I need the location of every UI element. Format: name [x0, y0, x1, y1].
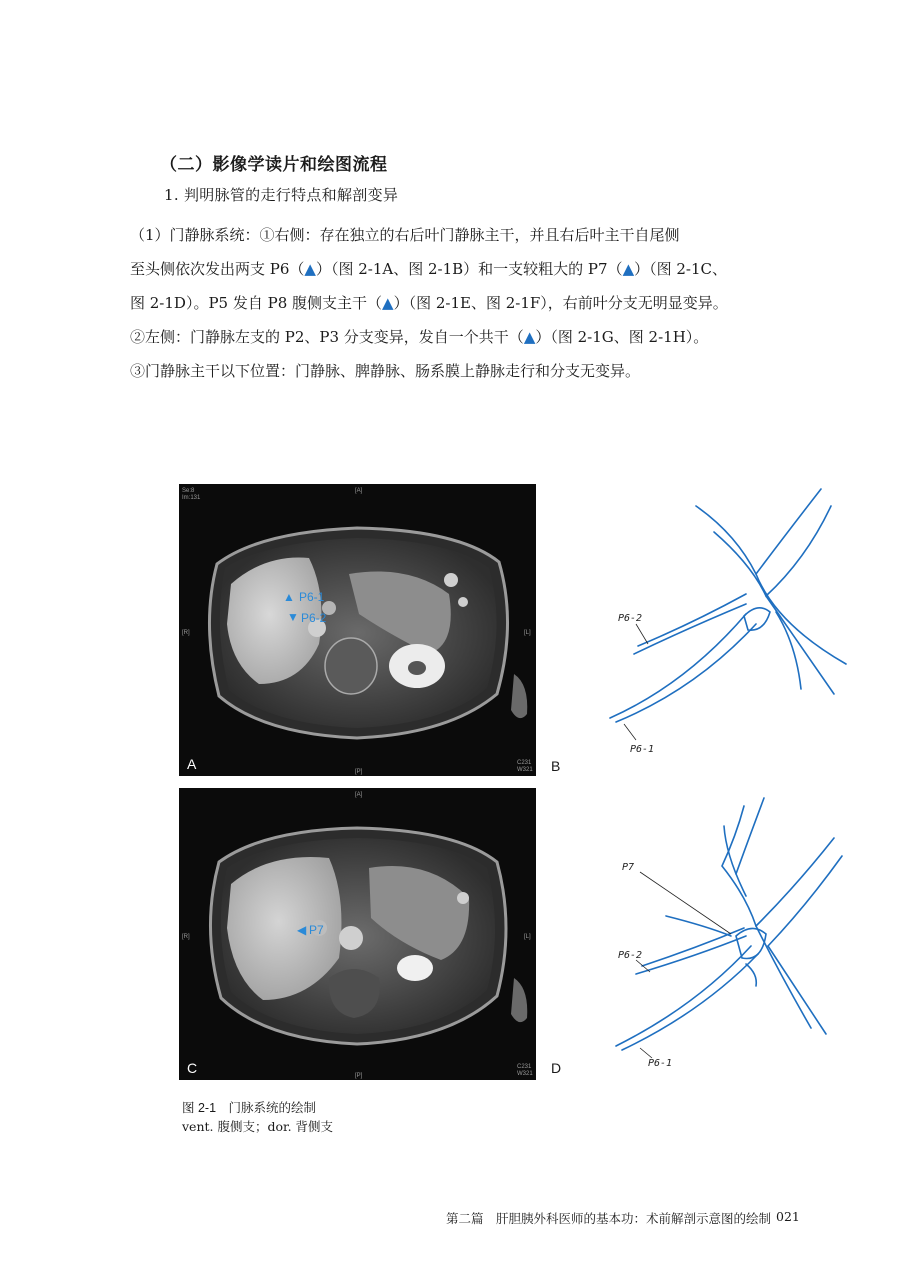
section-heading: （二）影像学读片和绘图流程	[160, 155, 388, 175]
mri-label-image: Im:131	[182, 495, 201, 501]
paragraph-line-4: ②左侧：门静脉左支的 P2、P3 分支变异，发自一个共干（▲）（图 2-1G、图 2-1H）。	[130, 328, 709, 346]
annotation-marker-up: ▲	[283, 590, 295, 604]
panel-letter-d: D	[551, 1060, 562, 1076]
sketch-label-p6-2: P6-2	[618, 950, 643, 961]
mri-window-w: W321	[517, 767, 533, 773]
mri-window-w: W321	[517, 1071, 533, 1077]
annotation-p6-1: P6-1	[299, 590, 325, 604]
body-paragraph	[130, 218, 810, 388]
mri-window-c: C231	[517, 1064, 532, 1070]
annotation-p7: P7	[309, 923, 324, 937]
mri-orient-right: [L]	[524, 934, 531, 940]
marker-triangle: ▲	[523, 328, 536, 346]
paragraph-line-1: （1）门静脉系统：①右侧：存在独立的右后叶门静脉主干，并且右后叶主干自尾侧	[130, 226, 680, 244]
panel-letter-c: C	[187, 1060, 198, 1076]
page-number: 021	[776, 1209, 800, 1224]
sketch-label-p6-2: P6-2	[618, 613, 643, 624]
paragraph-line-3: 图 2-1D）。P5 发自 P8 腹侧支主干（▲）（图 2-1E、图 2-1F），右前叶分支无明显变异。	[130, 294, 728, 312]
panel-letter-b: B	[551, 758, 561, 774]
sketch-label-p7: P7	[622, 862, 635, 873]
mri-image-c	[179, 788, 536, 1080]
mri-panel-c	[179, 788, 536, 1080]
sketch-label-p6-1: P6-1	[630, 744, 655, 754]
mri-orient-top: [A]	[355, 488, 363, 494]
paragraph-line-2: 至头侧依次发出两支 P6（▲）（图 2-1A、图 2-1B）和一支较粗大的 P7（▲）（图 2-1C、	[130, 260, 728, 278]
mri-panel-a	[179, 484, 536, 776]
subheading: 1. 判明脉管的走行特点和解剖变异	[164, 186, 399, 204]
annotation-marker-left: ◀	[297, 923, 307, 937]
mri-orient-left: [R]	[182, 630, 190, 636]
mri-label-series: Se:8	[182, 488, 195, 494]
mri-orient-right: [L]	[524, 630, 531, 636]
mri-orient-top: [A]	[355, 792, 363, 798]
annotation-p6-2: P6-2	[301, 611, 327, 625]
mri-orient-left: [R]	[182, 934, 190, 940]
paragraph-line-5: ③门静脉主干以下位置：门静脉、脾静脉、肠系膜上静脉走行和分支无变异。	[130, 362, 641, 380]
marker-triangle: ▲	[304, 260, 316, 278]
mri-window-c: C231	[517, 760, 532, 766]
sketch-panel-b	[596, 484, 856, 754]
figure-caption-legend: vent. 腹侧支；dor. 背侧支	[182, 1119, 334, 1134]
figure-caption: 图 2-1 门脉系统的绘制	[182, 1101, 317, 1115]
running-footer: 第二篇 肝胆胰外科医师的基本功：术前解剖示意图的绘制	[446, 1211, 772, 1226]
marker-triangle: ▲	[382, 294, 394, 312]
mri-image-a	[179, 484, 536, 776]
sketch-panel-d	[596, 796, 856, 1076]
marker-triangle: ▲	[622, 260, 635, 278]
mri-orient-bottom: [P]	[355, 1073, 363, 1079]
mri-orient-bottom: [P]	[355, 769, 363, 775]
sketch-label-p6-1: P6-1	[648, 1058, 673, 1069]
annotation-marker-down: ▼	[287, 610, 299, 624]
panel-letter-a: A	[187, 756, 197, 772]
